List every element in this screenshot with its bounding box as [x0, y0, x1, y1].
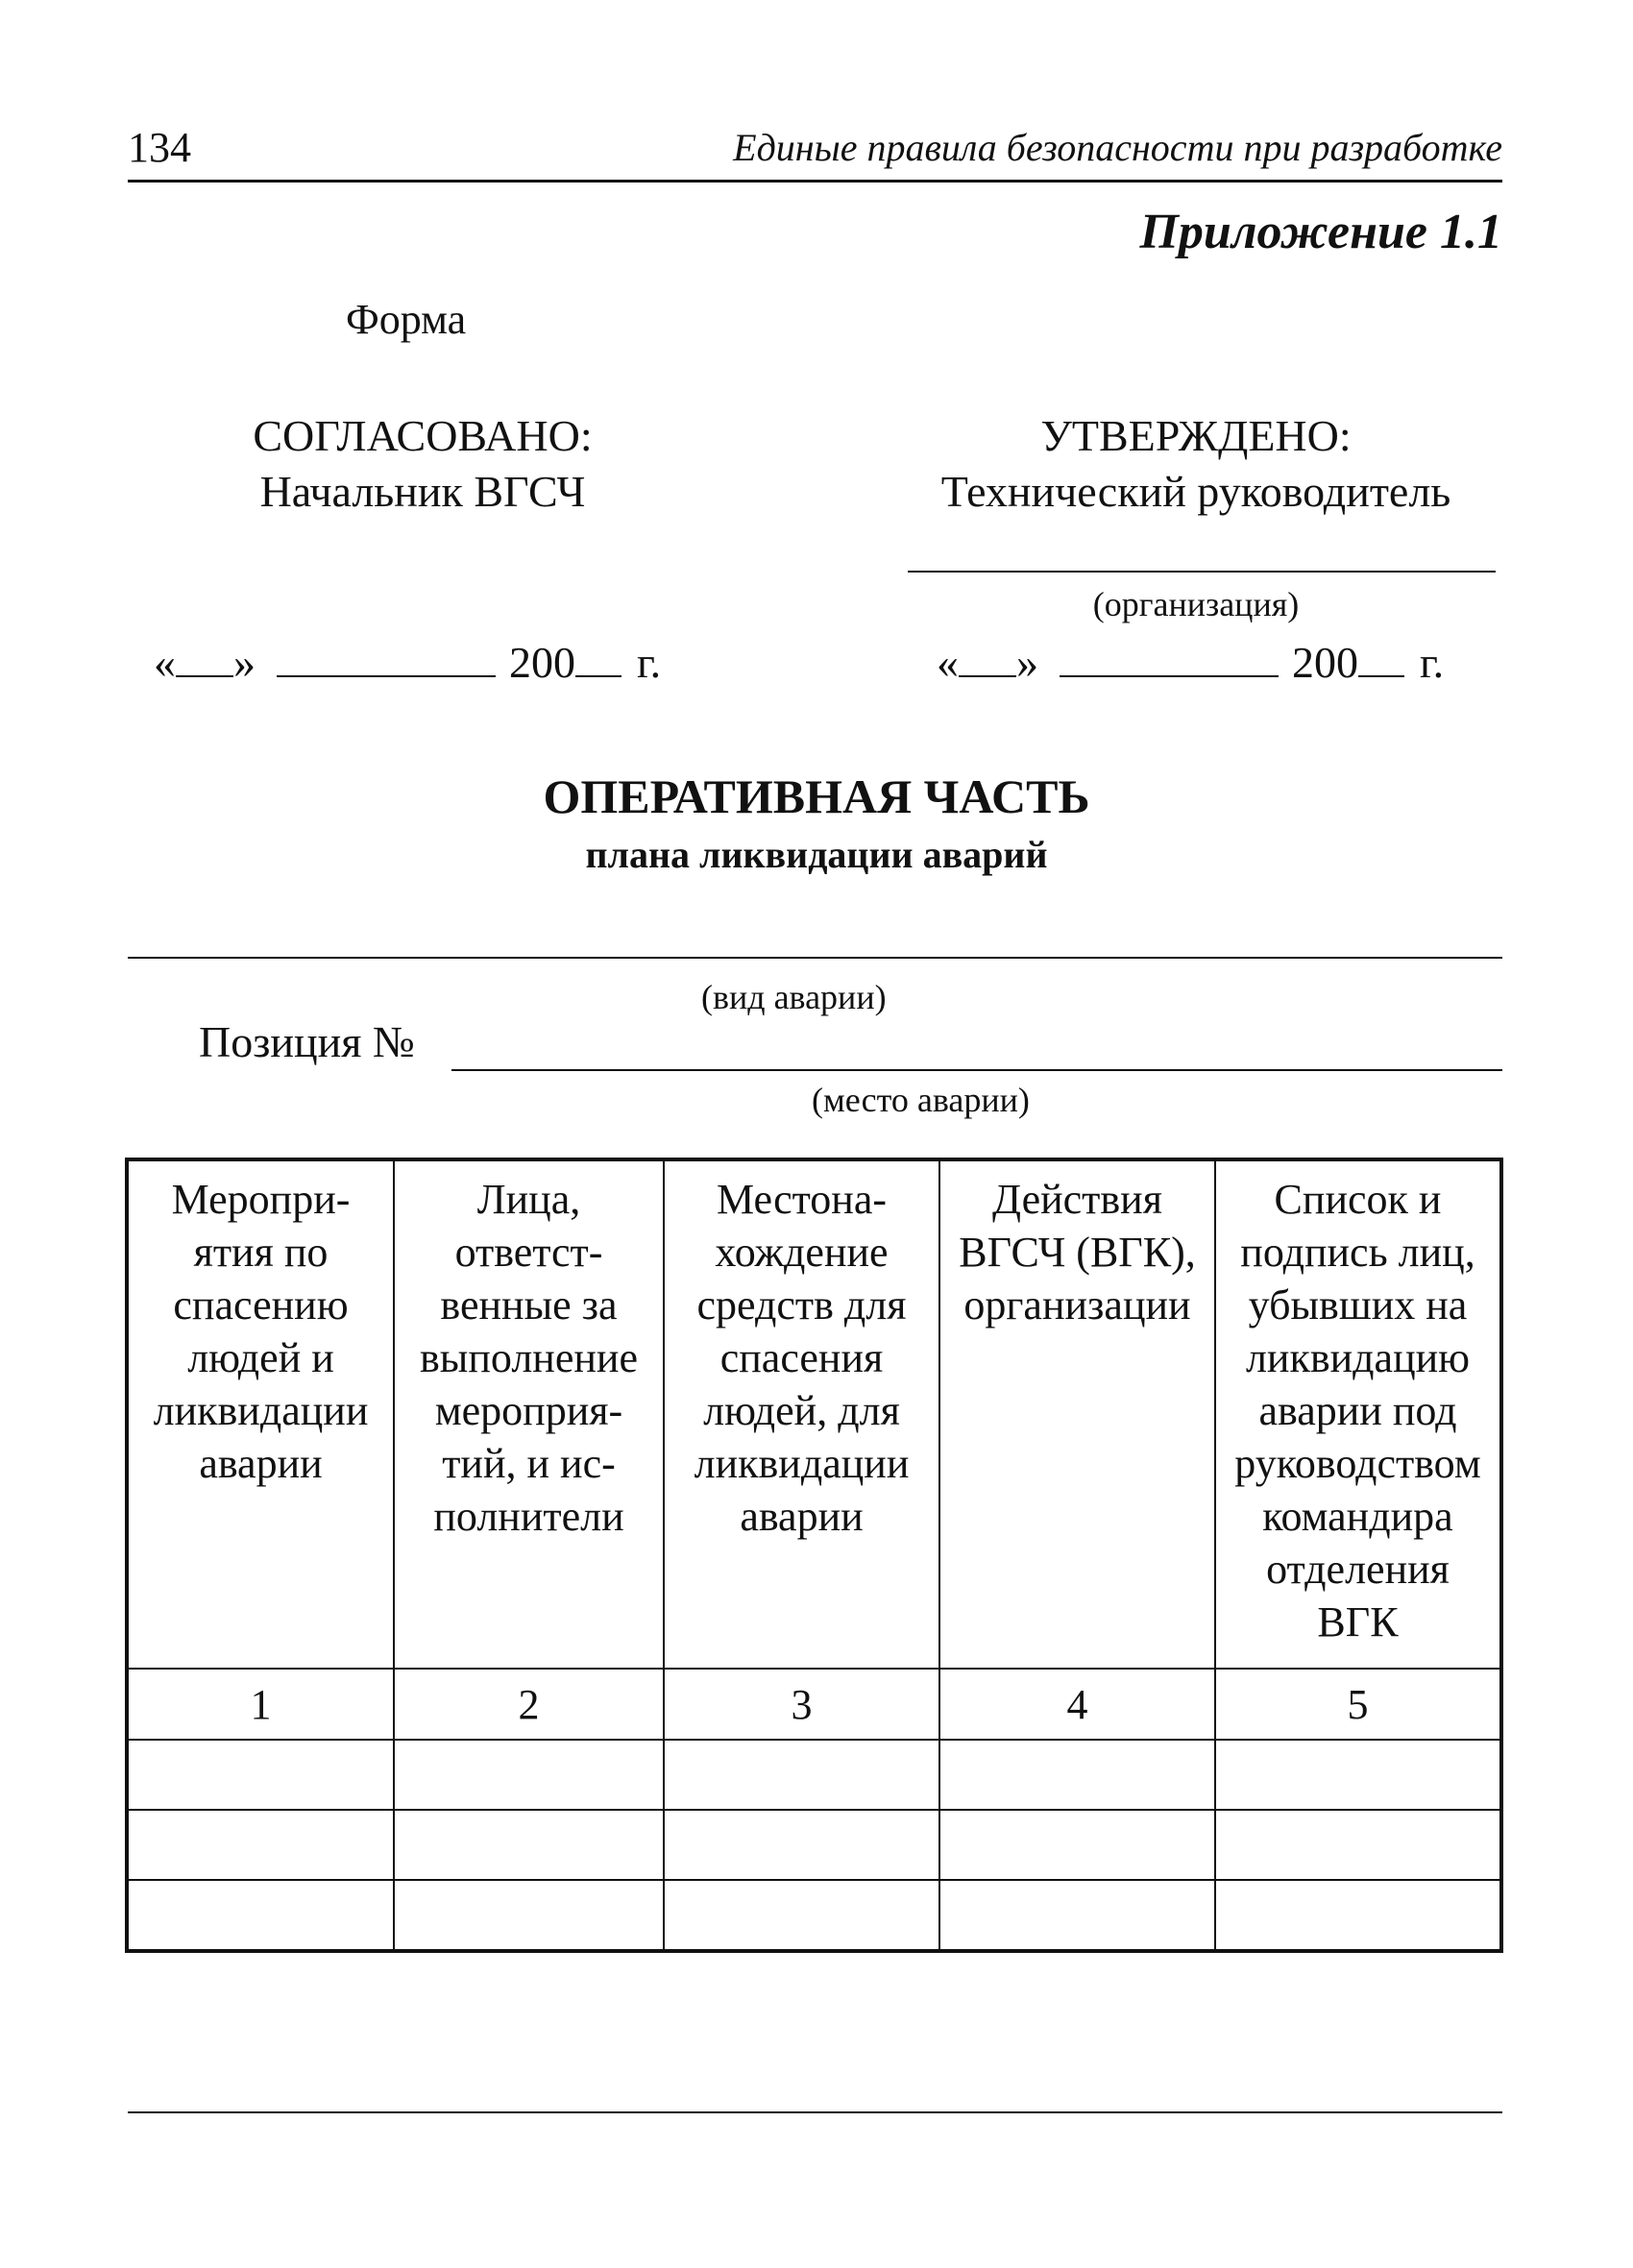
table-cell: [939, 1880, 1215, 1951]
quote-open: «: [937, 638, 959, 687]
header-cell: [1215, 1159, 1501, 1669]
page-number: 134: [128, 124, 191, 171]
operational-plan-table: [125, 1158, 1503, 1953]
accident-type-line: [128, 957, 1502, 959]
year-suffix: г.: [637, 638, 662, 687]
document-title: ОПЕРАТИВНАЯ ЧАСТЬ: [543, 769, 1090, 823]
agreed-date: [154, 637, 661, 688]
header-line: аварии под: [1258, 1387, 1457, 1434]
table-cell: [939, 1740, 1215, 1810]
month-blank: [277, 670, 496, 677]
header-line: мероприя-: [434, 1387, 623, 1434]
header-line: средств для: [696, 1281, 907, 1329]
header-line: полнители: [433, 1493, 624, 1540]
header-line: Лица,: [476, 1176, 581, 1223]
table-cell: [394, 1810, 664, 1880]
header-line: руководством: [1234, 1440, 1481, 1487]
header-line: ятия по: [193, 1229, 329, 1276]
header-line: ответст-: [454, 1229, 603, 1276]
year-blank: [1358, 670, 1404, 677]
table-cell: [127, 1880, 394, 1951]
header-line: тий, и ис-: [442, 1440, 616, 1487]
header-line: ликвидации: [153, 1387, 369, 1434]
header-line: Действия: [992, 1176, 1162, 1223]
column-number: 5: [1215, 1669, 1501, 1740]
table-cell: [127, 1740, 394, 1810]
table-cell: [664, 1880, 939, 1951]
organization-caption: (организация): [1092, 585, 1300, 623]
approved-date: [937, 637, 1444, 688]
appendix-label: Приложение 1.1: [1139, 205, 1502, 259]
table-cell: [127, 1810, 394, 1880]
column-number: 2: [394, 1669, 664, 1740]
header-line: ликвидацию: [1245, 1334, 1471, 1381]
agreed-role: Начальник ВГСЧ: [259, 467, 586, 516]
running-header: Единые правила безопасности при разработке: [733, 126, 1502, 169]
table-cell: [394, 1880, 664, 1951]
approved-heading: УТВЕРЖДЕНО:: [1040, 411, 1352, 460]
table-cell: [1215, 1810, 1501, 1880]
header-rule: [128, 180, 1502, 183]
header-line: отделения: [1266, 1546, 1450, 1593]
quote-close: »: [1016, 638, 1038, 687]
column-number: 4: [939, 1669, 1215, 1740]
day-blank: [959, 670, 1016, 677]
table-cell: [1215, 1740, 1501, 1810]
header-line: Местона-: [716, 1176, 888, 1223]
document-subtitle: плана ликвидации аварий: [585, 833, 1048, 876]
header-line: хождение: [715, 1229, 889, 1276]
year-prefix: 200: [509, 638, 575, 687]
header-line: аварии: [199, 1440, 323, 1487]
header-line: убывших на: [1248, 1281, 1468, 1329]
table-cell: [1215, 1880, 1501, 1951]
header-cell: [127, 1159, 394, 1669]
table-row: [127, 1880, 1501, 1951]
header-line: выполнение: [420, 1334, 638, 1381]
header-line: командира: [1262, 1493, 1453, 1540]
accident-type-caption: (вид аварии): [701, 978, 887, 1016]
header-line: спасению: [173, 1281, 349, 1329]
table-header-row: [127, 1159, 1501, 1669]
header-line: Меропри-: [171, 1176, 351, 1223]
year-suffix: г.: [1420, 638, 1445, 687]
month-blank: [1060, 670, 1279, 677]
header-line: людей и: [187, 1334, 334, 1381]
year-blank: [575, 670, 622, 677]
column-number: 1: [127, 1669, 394, 1740]
header-cell: [394, 1159, 664, 1669]
header-line: организации: [963, 1281, 1191, 1329]
table-cell: [664, 1810, 939, 1880]
form-label: Форма: [346, 296, 467, 343]
agreed-heading: СОГЛАСОВАНО:: [253, 411, 593, 460]
header-line: людей, для: [703, 1387, 900, 1434]
header-line: спасения: [719, 1334, 884, 1381]
column-number-row: [127, 1669, 1501, 1740]
header-line: подпись лиц,: [1240, 1229, 1475, 1276]
header-line: Список и: [1274, 1176, 1442, 1223]
column-number: 3: [664, 1669, 939, 1740]
table-cell: [664, 1740, 939, 1810]
accident-place-line: [451, 1069, 1502, 1071]
year-prefix: 200: [1292, 638, 1358, 687]
table-cell: [939, 1810, 1215, 1880]
day-blank: [176, 670, 233, 677]
table-row: [127, 1740, 1501, 1810]
footer-rule: [128, 2111, 1502, 2113]
approved-role: Технический руководитель: [940, 467, 1451, 516]
quote-close: »: [233, 638, 256, 687]
quote-open: «: [154, 638, 176, 687]
accident-place-caption: (место аварии): [812, 1081, 1030, 1119]
header-line: ликвидации: [694, 1440, 910, 1487]
header-line: аварии: [740, 1493, 864, 1540]
header-line: ВГК: [1317, 1598, 1399, 1646]
organization-line: [908, 571, 1496, 573]
position-label: Позиция №: [199, 1017, 415, 1066]
table-row: [127, 1810, 1501, 1880]
header-cell: [939, 1159, 1215, 1669]
header-line: венные за: [440, 1281, 618, 1329]
table-cell: [394, 1740, 664, 1810]
header-line: ВГСЧ (ВГК),: [959, 1229, 1196, 1276]
header-cell: [664, 1159, 939, 1669]
